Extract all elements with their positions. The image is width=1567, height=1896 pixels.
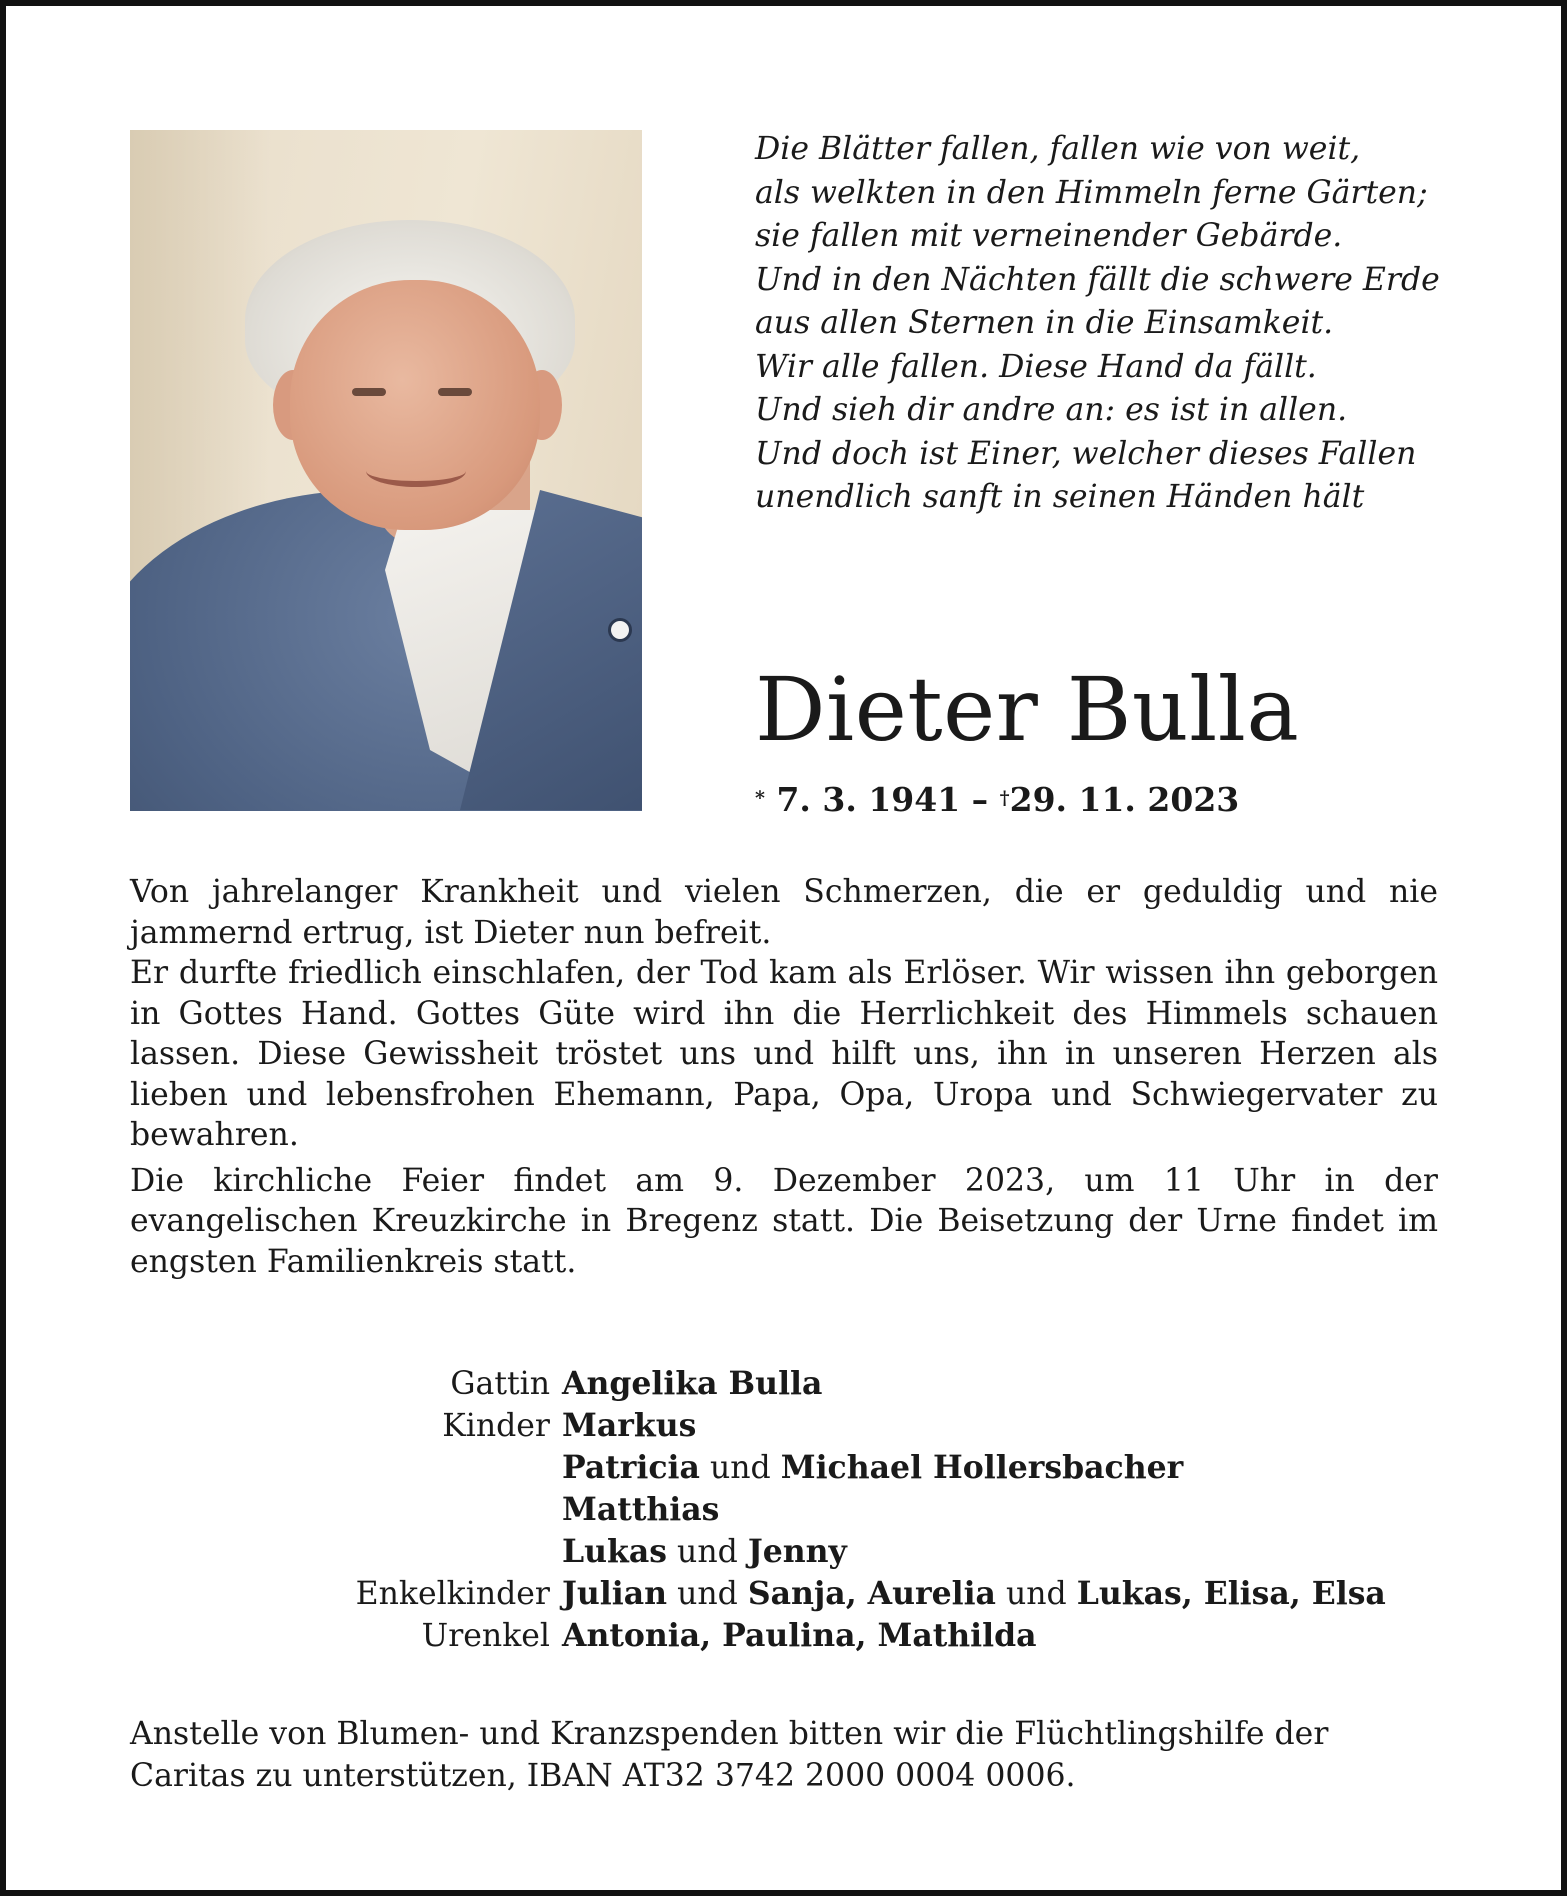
paragraph-faith: Er durfte friedlich einschlafen, der Tod kam als Erlöser. Wir wissen ihn geborgen in Gottes Hand. Gottes Güte wird ihn die Herrlichkeit des Himmels schauen lassen. Diese Gewissheit tröstet uns und hilft uns, ihn in unseren Herzen als lieben und lebensfrohen Ehemann, Papa, Opa, Uropa und Schwiegervater zu bewahren. — [130, 955, 1438, 1153]
date-separator: – — [971, 780, 989, 819]
mourner-name: Lukas — [562, 1533, 668, 1570]
death-date: 29. 11. 2023 — [1009, 780, 1240, 819]
role-label: Enkelkinder — [355, 1576, 550, 1612]
mourner-name: Julian — [562, 1575, 668, 1612]
poem-line: aus allen Sternen in die Einsamkeit. — [755, 305, 1334, 341]
poem-line: Und in den Nächten fällt die schwere Erde — [755, 261, 1440, 298]
mourner-name: Jenny — [747, 1533, 847, 1570]
donation-line: Caritas zu unterstützen, IBAN AT32 3742 2000 0004 0006. — [130, 1758, 1076, 1794]
birth-symbol: * — [755, 787, 765, 809]
poem-line: Und sieh dir andre an: es ist in allen. — [755, 392, 1348, 428]
poem-line: Und doch ist Einer, welcher dieses Fallen — [755, 435, 1417, 472]
mourner-name: Markus — [562, 1407, 697, 1444]
family-row-children — [0, 1405, 1567, 1447]
donation-request — [130, 1713, 1438, 1797]
paragraph-illness: Von jahrelanger Krankheit und vielen Schmerzen, die er geduldig und nie jammernd ertrug, ist Dieter nun befreit. — [130, 874, 1438, 951]
poem-line: unendlich sanft in seinen Händen hält — [755, 479, 1365, 515]
poem — [755, 128, 1475, 520]
deceased-name: Dieter Bulla — [755, 658, 1300, 761]
mourners-list — [0, 1363, 1567, 1657]
family-row-great-grandchildren — [0, 1615, 1567, 1657]
mourner-name: Angelika Bulla — [562, 1365, 823, 1402]
mourner-name: Michael Hollersbacher — [780, 1449, 1184, 1486]
role-label: Kinder — [442, 1408, 550, 1444]
family-row-grandchildren — [0, 1573, 1567, 1615]
connector: und — [709, 1450, 771, 1486]
obituary-text — [130, 872, 1438, 1282]
connector: und — [677, 1576, 738, 1612]
mourner-name: Lukas, Elisa, Elsa — [1076, 1575, 1386, 1612]
mourner-name: Matthias — [562, 1491, 720, 1528]
mourner-name: Patricia — [562, 1449, 700, 1486]
life-dates — [755, 778, 1239, 822]
family-row-children — [0, 1489, 1567, 1531]
death-symbol: † — [999, 787, 1010, 809]
paragraph-ceremony: Die kirchliche Feier findet am 9. Dezember 2023, um 11 Uhr in der evangelischen Kreuzkirche in Bregenz statt. Die Beisetzung der Urne findet im engsten Familienkreis statt. — [130, 1162, 1438, 1280]
poem-line: Die Blätter fallen, fallen wie von weit, — [755, 131, 1361, 167]
family-row-wife — [0, 1363, 1567, 1405]
birth-date: 7. 3. 1941 — [776, 780, 961, 819]
poem-line: Wir alle fallen. Diese Hand da fällt. — [755, 348, 1317, 385]
portrait-photo — [130, 130, 642, 811]
connector: und — [677, 1534, 738, 1570]
role-label: Urenkel — [421, 1618, 550, 1654]
donation-line: Anstelle von Blumen- und Kranzspenden bitten wir die Flüchtlingshilfe der — [130, 1716, 1329, 1752]
poem-line: als welkten in den Himmeln ferne Gärten; — [755, 174, 1428, 211]
mourner-name: Sanja, Aurelia — [747, 1575, 996, 1612]
poem-line: sie fallen mit verneinender Gebärde. — [755, 218, 1343, 254]
family-row-children — [0, 1531, 1567, 1573]
family-row-children — [0, 1447, 1567, 1489]
mourner-name: Antonia, Paulina, Mathilda — [562, 1617, 1037, 1654]
connector: und — [1005, 1576, 1067, 1612]
role-label: Gattin — [450, 1366, 550, 1402]
